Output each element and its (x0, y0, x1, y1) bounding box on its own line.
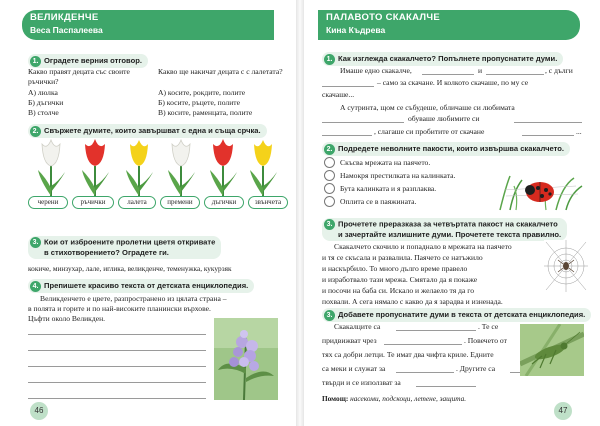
fill-text: твърди и се използват за (322, 378, 401, 387)
lesson-author: Веса Паспалеева (30, 25, 103, 35)
retelling-line[interactable]: и тя се скъсала и развалила. Паячето се натъжило (322, 253, 483, 262)
help-label: Помощ: (322, 394, 349, 403)
blank-field[interactable] (396, 330, 476, 331)
order-circle[interactable] (324, 157, 335, 168)
page-number: 47 (554, 402, 572, 420)
order-circle[interactable] (324, 196, 335, 207)
task-number: 2. (324, 144, 335, 155)
blank-field[interactable] (322, 122, 404, 123)
order-circle[interactable] (324, 170, 335, 181)
fill-text: . Другите са (456, 364, 496, 373)
retelling-line[interactable]: Скакалчето скочило и попаднало в мрежата на паячето (334, 242, 512, 251)
task-instruction: Подредете неволните пакости, които извършва скакалчето. (338, 144, 565, 153)
fill-text: обуваше любимите си (408, 114, 480, 123)
task-number: 3. (324, 310, 335, 321)
word-box[interactable]: дъгички (204, 196, 244, 209)
retelling-line[interactable]: и наскърбило. То много дълго време правело (322, 264, 468, 273)
lesson-author: Кина Къдрева (326, 25, 386, 35)
blank-field[interactable] (322, 135, 372, 136)
task-number: 3. (30, 237, 41, 248)
encyclopedia-text: Великденчето е цвете, разпространено из цялата страна – (40, 294, 227, 303)
task-4-title (322, 308, 591, 322)
blank-field[interactable] (384, 344, 462, 345)
retelling-line[interactable]: и изработвало тази мрежа. Смятало да я покаже (322, 275, 478, 284)
task-3-title (28, 236, 221, 259)
word-row (28, 196, 290, 210)
writing-line[interactable] (28, 334, 206, 335)
task-number: 1. (324, 54, 335, 65)
page-right (304, 0, 600, 426)
q1-colB-question: Какво ще накичат децата с с лалетата? (158, 67, 283, 76)
fill-text: А сутринта, щом се събудеше, обличаше си любимата (340, 103, 515, 112)
white-tulip-image (164, 136, 198, 204)
task-2-title (322, 142, 570, 156)
fill-text: и (478, 66, 483, 75)
order-circle[interactable] (324, 183, 335, 194)
writing-line[interactable] (28, 382, 206, 383)
blank-field[interactable] (322, 86, 374, 87)
fill-text: , с дълги (545, 66, 573, 75)
help-words: насекоми, подскоци, летене, защита. (350, 394, 467, 403)
q1-colB-option[interactable]: Б) косите, ръцете, полите (158, 98, 240, 107)
q1-colA-option[interactable]: В) столче (28, 108, 59, 117)
blank-field[interactable] (514, 122, 582, 123)
white-tulip-image (34, 136, 68, 204)
word-box[interactable]: черени (28, 196, 68, 209)
word-box[interactable]: премени (160, 196, 200, 209)
flower-list[interactable]: кокиче, минзухар, лале, иглика, великденче, теменужка, кукурзяк (28, 264, 232, 273)
header-left (22, 10, 274, 40)
q1-colA-option[interactable]: Б) дъгички (28, 98, 64, 107)
retelling-line[interactable]: и посочи на баба си. Искало и желаело тя да го (322, 286, 475, 295)
blank-field[interactable] (510, 372, 520, 373)
lesson-title: ПАЛАВОТО СКАКАЛЧЕ (326, 12, 441, 23)
q1-colA-option[interactable]: А) люлка (28, 88, 58, 97)
task-number: 2. (30, 126, 41, 137)
task-instruction: Оградете верния отговор. (44, 56, 142, 65)
task-1-title (28, 54, 148, 68)
word-box[interactable]: звънчета (248, 196, 288, 209)
task-instruction: Как изглежда скакалчето? Попълнете пропуснатите думи. (338, 54, 558, 63)
mischief-item: Бута калинката и я разплаква. (340, 184, 437, 193)
task-number: 1. (30, 56, 41, 67)
fill-text: . Повечето от (464, 336, 507, 345)
fill-text: придвижват чрез (322, 336, 377, 345)
task-4-title (28, 279, 254, 293)
task-instruction: Кои от изброените пролетни цветя откривате (44, 237, 216, 247)
page-left (0, 0, 296, 426)
task-instruction: Добавете пропуснатите думи в текста от детската енциклопедия. (338, 310, 586, 319)
encyclopedia-text: в полята и горите и по най-високите планински върхове. (28, 304, 211, 313)
retelling-line[interactable]: похвали. А сега нямало с какво да я зарадва и изненада. (322, 297, 503, 306)
fill-text: . Те се (478, 322, 499, 331)
q1-colB-option[interactable]: В) косите, раменцата, полите (158, 108, 253, 117)
help-line (322, 394, 466, 404)
blank-field[interactable] (422, 74, 474, 75)
red-tulip-image (206, 136, 240, 204)
task-1-title (322, 52, 563, 66)
fill-text: ... (576, 127, 582, 136)
mischief-item: Намокря престилката на калинката. (340, 171, 456, 180)
q1-colB-option[interactable]: А) косите, рокдите, полите (158, 88, 246, 97)
fill-text: Скакалците са (334, 322, 381, 331)
book-spine (296, 0, 304, 426)
spider-web-image (544, 240, 588, 292)
task-instruction-cont: в стихотворението? Оградете ги. (44, 248, 169, 257)
writing-line[interactable] (28, 366, 206, 367)
lesson-title: ВЕЛИКДЕНЧЕ (30, 12, 99, 23)
task-instruction-cont: и зачертайте излишните думи. Прочетете текста правилно. (338, 230, 562, 239)
fill-text: – само за скачане. И колкото скачаше, по му се (377, 78, 529, 87)
writing-line[interactable] (28, 398, 206, 399)
fill-text: , слагаше си пробитите от скачане (374, 127, 485, 136)
writing-line[interactable] (28, 350, 206, 351)
blank-field[interactable] (522, 135, 574, 136)
fill-text: скачаше... (322, 90, 355, 99)
flower-photo (214, 318, 278, 400)
task-number: 3. (324, 219, 335, 230)
task-3-title (322, 218, 567, 241)
blank-field[interactable] (416, 386, 476, 387)
mischief-item: Скъсва мрежата на паячето. (340, 158, 431, 167)
fill-text: са меки и служат за (322, 364, 386, 373)
task-instruction: Препишете красиво текста от детската енциклопедия. (44, 281, 249, 290)
grasshopper-photo (520, 324, 584, 376)
yellow-tulip-image (246, 136, 280, 204)
task-number: 4. (30, 281, 41, 292)
fill-text: Имаше едно скакалче, (340, 66, 412, 75)
page-number: 46 (30, 402, 48, 420)
word-box[interactable]: лалета (118, 196, 156, 209)
encyclopedia-text: Цъфти около Великден. (28, 314, 106, 323)
tulip-row (30, 136, 290, 204)
task-instruction: Прочетете преразказа за четвъртата пакост на скакалчето (338, 219, 558, 229)
fill-text: тях са добри летци. Те имат два чифта криле. Едните (322, 350, 494, 359)
yellow-tulip-image (122, 136, 156, 204)
ladybug-image (496, 156, 584, 212)
word-box[interactable]: ръчички (72, 196, 114, 209)
task-instruction: Свържете думите, които завършват с една и съща срчка. (44, 126, 261, 135)
q1-colA-question: Какво правят децата със своите ръчички? (28, 67, 130, 86)
red-tulip-image (78, 136, 112, 204)
mischief-item: Оплита се в паяжината. (340, 197, 417, 206)
header-right (318, 10, 580, 40)
blank-field[interactable] (396, 372, 454, 373)
blank-field[interactable] (486, 74, 544, 75)
